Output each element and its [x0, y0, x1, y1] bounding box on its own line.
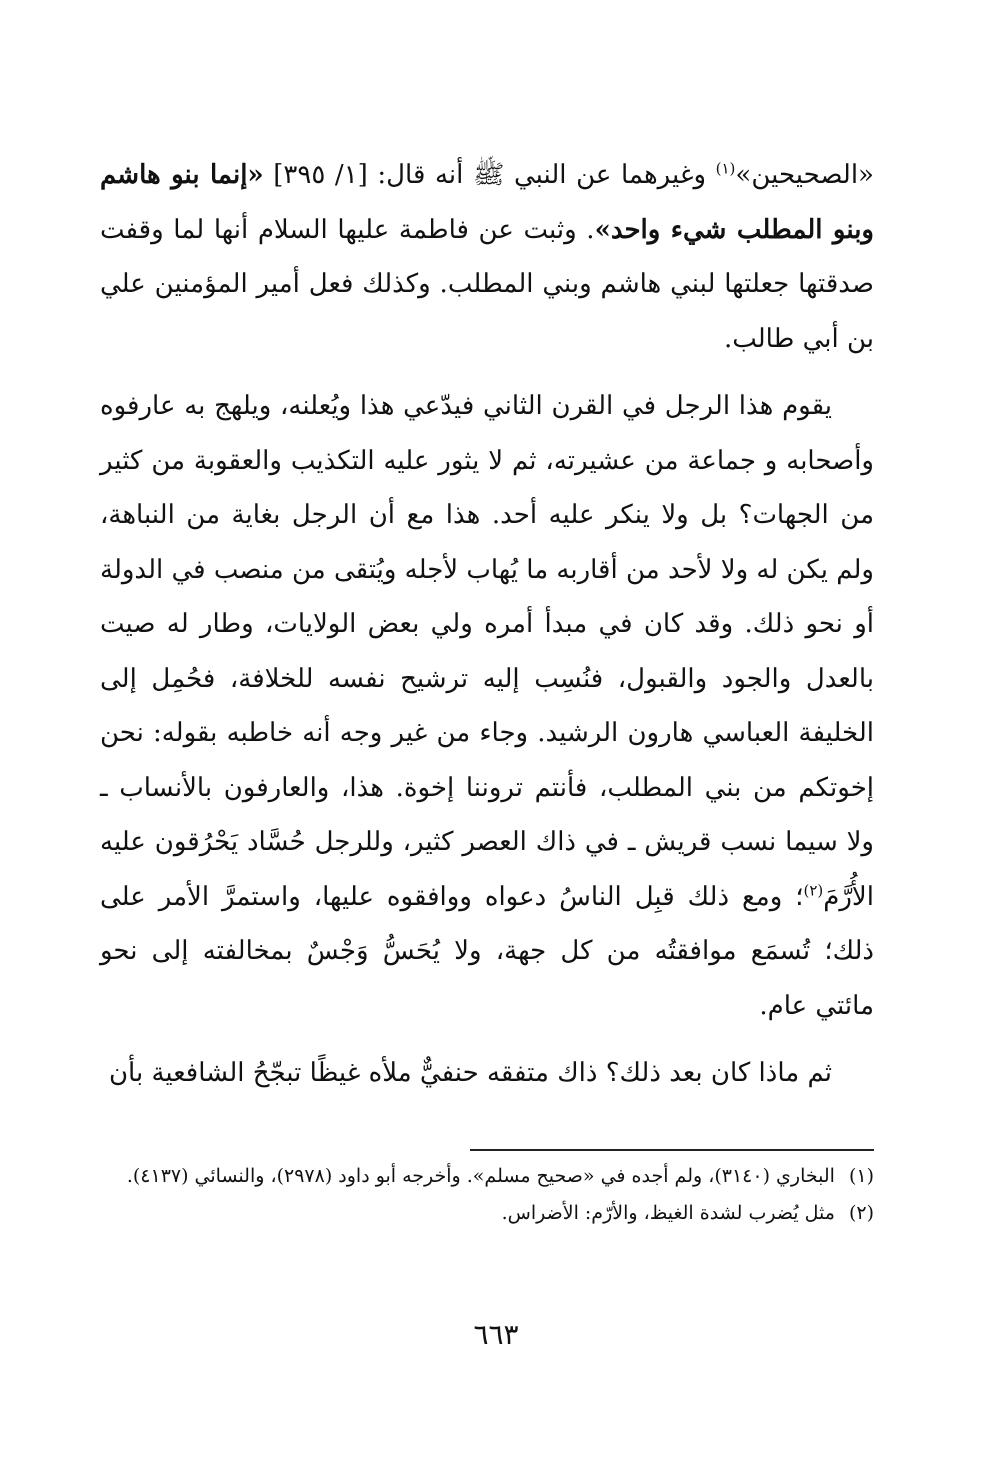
paragraph-3 — [100, 1046, 874, 1101]
footnote-ref-2[interactable]: (٢) — [803, 880, 824, 899]
paragraph-1 — [100, 148, 874, 366]
footnote-1-text: البخاري (٣١٤٠)، ولم أجده في «صحيح مسلم». وأخرجه أبو داود (٢٩٧٨)، والنسائي (٤١٣٧). — [126, 1165, 835, 1187]
paragraph-1-text-a: «الصحيحين» — [735, 160, 874, 190]
footnotes — [100, 1160, 874, 1234]
hadith-quote: «إنما بنو هاشم وبنو المطلب شيء واحد» — [100, 160, 874, 245]
page-number: ٦٦٣ — [473, 1318, 519, 1351]
footnote-1 — [100, 1160, 874, 1193]
paragraph-2 — [100, 379, 874, 1033]
paragraph-2-text-a: يقوم هذا الرجل في القرن الثاني فيدّعي هذا ويُعلنه، ويلهج به عارفوه وأصحابه و جماعة من عشيرته، ثم لا يثور عليه التكذيب والعقوبة من كثير من الجهات؟ بل ولا ينكر عليه أحد. هذا مع أن الرجل بغاية من النباهة، ولم يكن له ولا لأحد من أقاربه ما يُهاب لأجله ويُتقى من منصب في الدولة أو نحو ذلك. وقد كان في مبدأ أمره ولي بعض الولايات، وطار له صيت بالعدل والجود والقبول، فنُسِب إليه ترشيح نفسه للخلافة، فحُمِل إلى الخليفة العباسي هارون الرشيد. وجاء من غير وجه أنه خاطبه بقوله: نحن إخوتكم من بني المطلب، فأنتم تروننا إخوة. هذا، والعارفون بالأنساب ـ ولا سيما نسب قريش ـ في ذاك العصر كثير، وللرجل حُسَّاد يَحْرُقون عليه الأُرَّمَ — [100, 391, 874, 912]
footnote-ref-1[interactable]: (١) — [715, 159, 736, 178]
footnote-2-number: (٢) — [848, 1202, 874, 1224]
paragraph-1-text-c: . وثبت عن فاطمة عليها السلام أنها لما وقفت صدقتها جعلتها لبني هاشم وبني المطلب. وكذلك فعل أمير المؤمنين علي بن أبي طالب. — [100, 214, 874, 354]
footnote-1-number: (١) — [848, 1165, 874, 1187]
footnote-2 — [100, 1197, 874, 1230]
footnote-2-text: مثل يُضرب لشدة الغيظ، والأرّم: الأضراس. — [501, 1202, 835, 1224]
page-body — [100, 148, 874, 1101]
footnote-divider — [470, 1149, 874, 1151]
paragraph-1-text-b: وغيرهما عن النبي ﷺ أنه قال: [١/ ٣٩٥] — [263, 160, 716, 190]
paragraph-3-text: ثم ماذا كان بعد ذلك؟ ذاك متفقه حنفيٌّ ملأه غيظًا تبجّحُ الشافعية بأن — [108, 1058, 832, 1088]
paragraph-2-text-b: ؛ ومع ذلك قبِل الناسُ دعواه ووافقوه عليها، واستمرَّ الأمر على ذلك؛ تُسمَع موافقتُه من كل جهة، ولا يُحَسُّ وَجْسٌ بمخالفته إلى نحو مائتي عام. — [100, 881, 874, 1021]
